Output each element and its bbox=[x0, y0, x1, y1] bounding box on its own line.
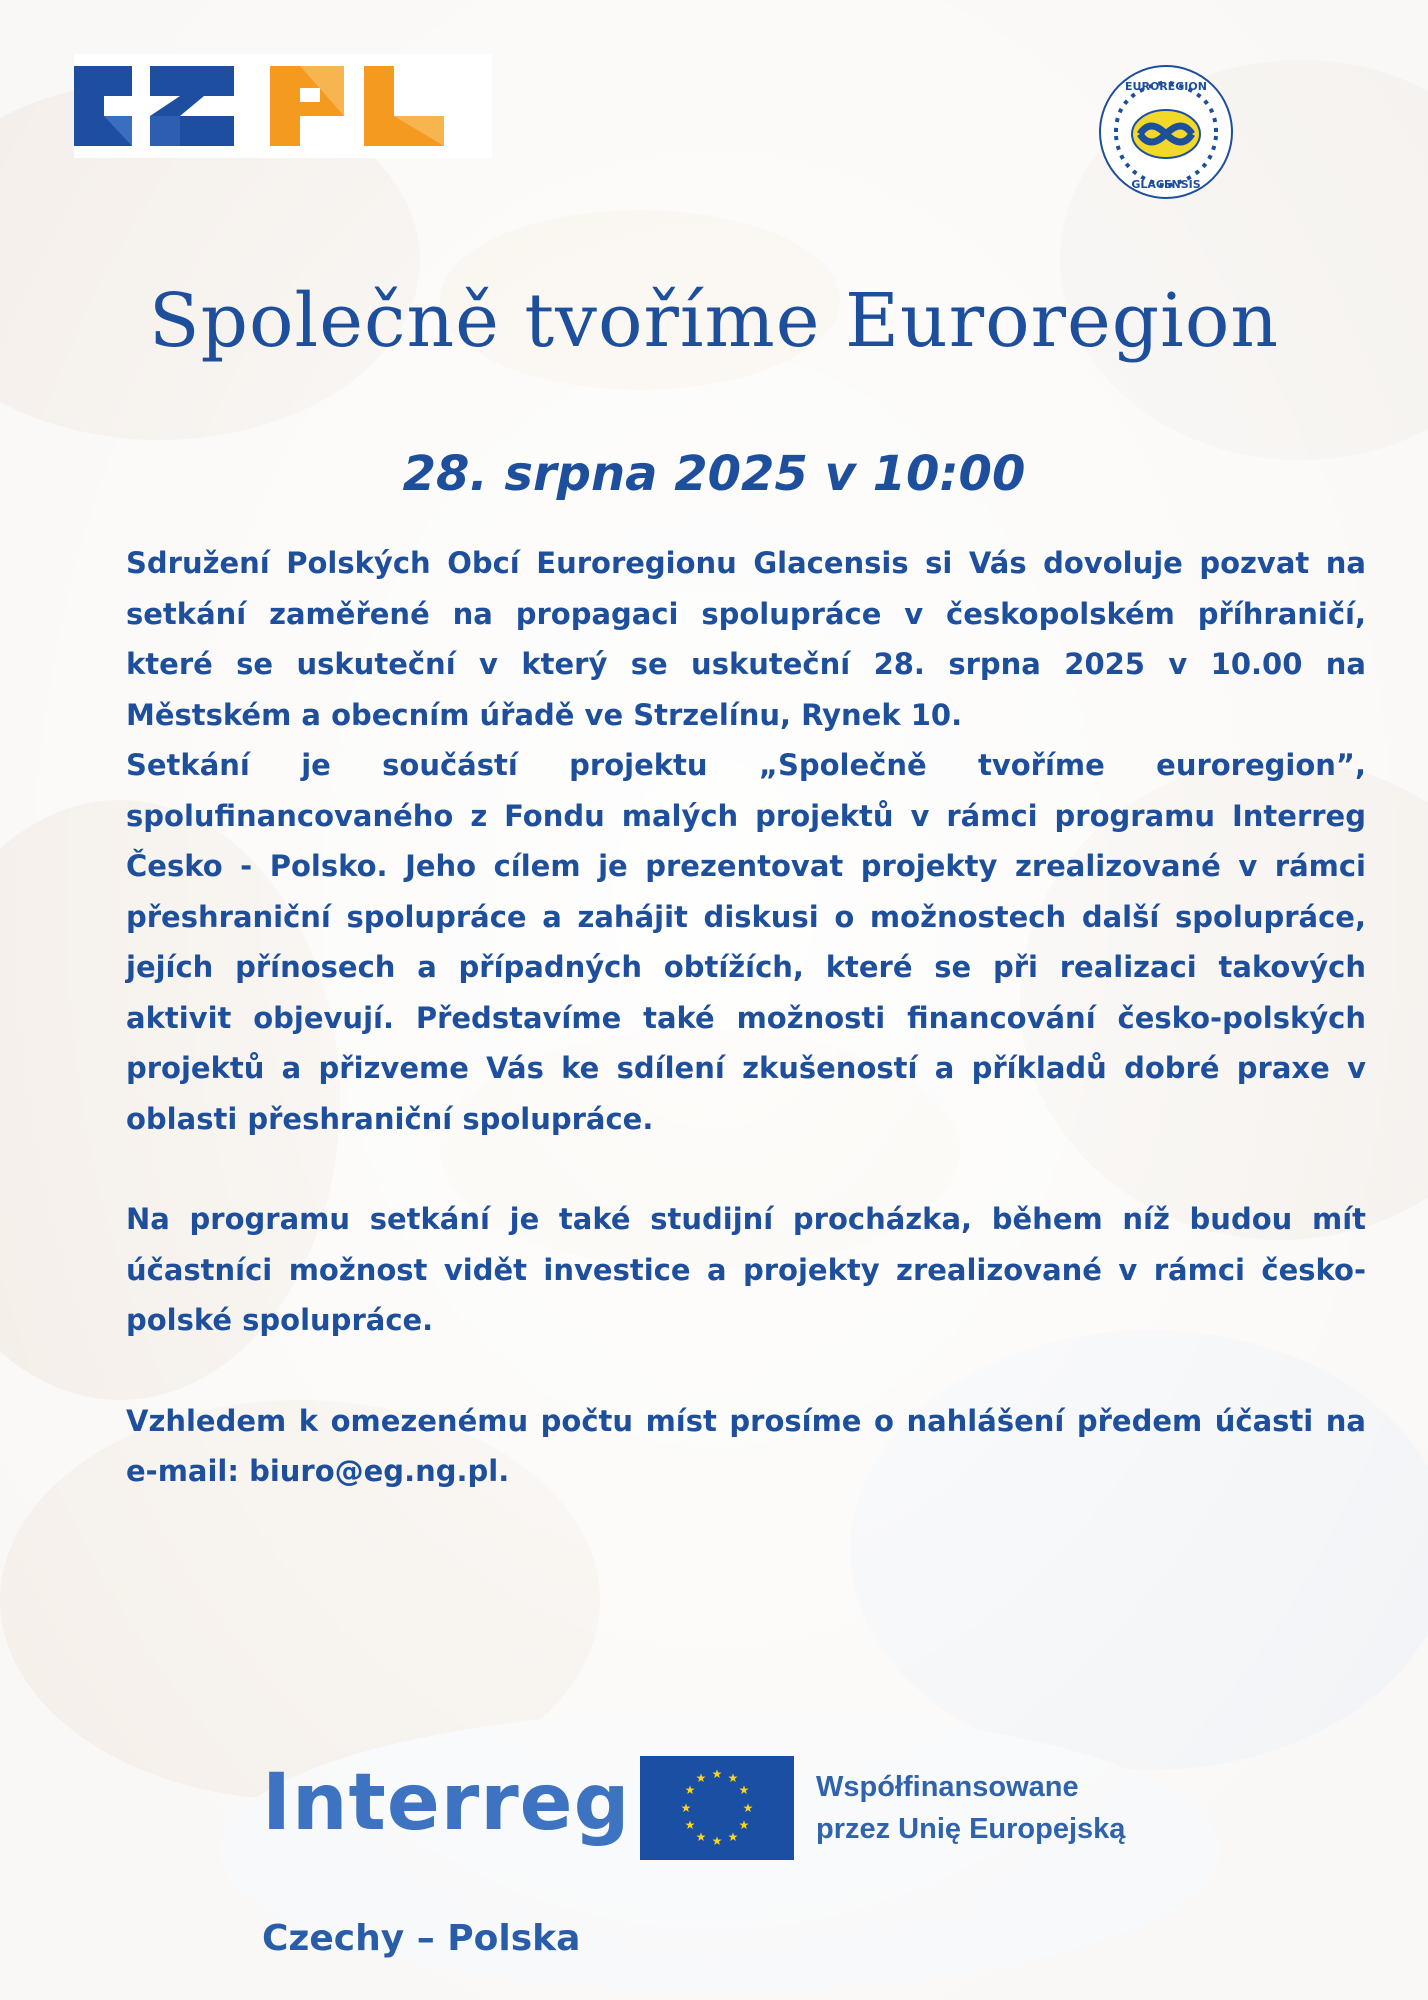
paragraph-registration: Vzhledem k omezenému počtu míst prosíme o nahlášení předem účasti na e-mail: biuro@eg.ng.pl. bbox=[126, 1403, 1366, 1488]
svg-text:★: ★ bbox=[695, 1771, 707, 1785]
euroregion-logo bbox=[1086, 62, 1246, 204]
cofinance-line-1: Współfinansowane bbox=[816, 1771, 1079, 1803]
paragraph-walk: Na programu setkání je také studijní procházka, během níž budou mít účastníci možnost vidět investice a projekty zrealizované v rámci česko-polské spolupráce. bbox=[126, 1202, 1366, 1337]
program-region: Czechy – Polska bbox=[262, 1918, 581, 1959]
cofinance-line-2: przez Unię Europejską bbox=[816, 1813, 1126, 1845]
interreg-logo: Interreg bbox=[262, 1758, 631, 1848]
ctpl-logo-icon bbox=[74, 54, 492, 158]
cofinance-text bbox=[816, 1766, 1125, 1850]
page-title: Společně tvoříme Euroregion bbox=[148, 278, 1280, 364]
svg-text:EUROREGION bbox=[1125, 80, 1207, 93]
svg-text:★: ★ bbox=[680, 1801, 692, 1815]
svg-text:★: ★ bbox=[684, 1818, 696, 1832]
svg-text:★: ★ bbox=[711, 1834, 723, 1848]
eu-flag-icon bbox=[640, 1756, 794, 1860]
paragraph-project: Setkání je součástí projektu „Společně tvoříme euroregion”, spolufinancovaného z Fondu malých projektů v rámci programu Interreg Česko - Polsko. Jeho cílem je prezentovat projekty zrealizované v rámci přeshraniční spolupráce a zahájit diskusi o možnostech další spolupráce, jejích přínosech a případných obtížích, které se při realizaci takových aktivit objevují. Představíme také možnosti financování česko-polských projektů a přizveme Vás ke sdílení zkušeností a příkladů dobré praxe v oblasti přeshraniční spolupráce. bbox=[126, 748, 1366, 1136]
euroregion-glacensis-seal-icon bbox=[1086, 62, 1246, 204]
svg-text:★: ★ bbox=[711, 1767, 723, 1781]
svg-text:★: ★ bbox=[727, 1771, 739, 1785]
svg-text:★: ★ bbox=[684, 1783, 696, 1797]
svg-text:★: ★ bbox=[738, 1783, 750, 1797]
invitation-body bbox=[126, 538, 1366, 1497]
svg-text:★: ★ bbox=[742, 1801, 754, 1815]
svg-text:GLACENSIS bbox=[1131, 178, 1200, 191]
svg-text:★: ★ bbox=[738, 1818, 750, 1832]
svg-text:★: ★ bbox=[727, 1830, 739, 1844]
event-date: 28. srpna 2025 v 10:00 bbox=[402, 446, 1026, 502]
euroregion-top-text: EUROREGION bbox=[1125, 80, 1207, 93]
paragraph-intro: Sdružení Polských Obcí Euroregionu Glacensis si Vás dovoluje pozvat na setkání zaměřené na propagaci spolupráce v českopolském příhraničí, které se uskuteční v který se uskuteční 28. srpna 2025 v 10.00 na Městském a obecním úřadě ve Strzelínu, Rynek 10. bbox=[126, 546, 1366, 732]
euroregion-bottom-text: GLACENSIS bbox=[1131, 178, 1201, 191]
svg-text:★: ★ bbox=[695, 1830, 707, 1844]
